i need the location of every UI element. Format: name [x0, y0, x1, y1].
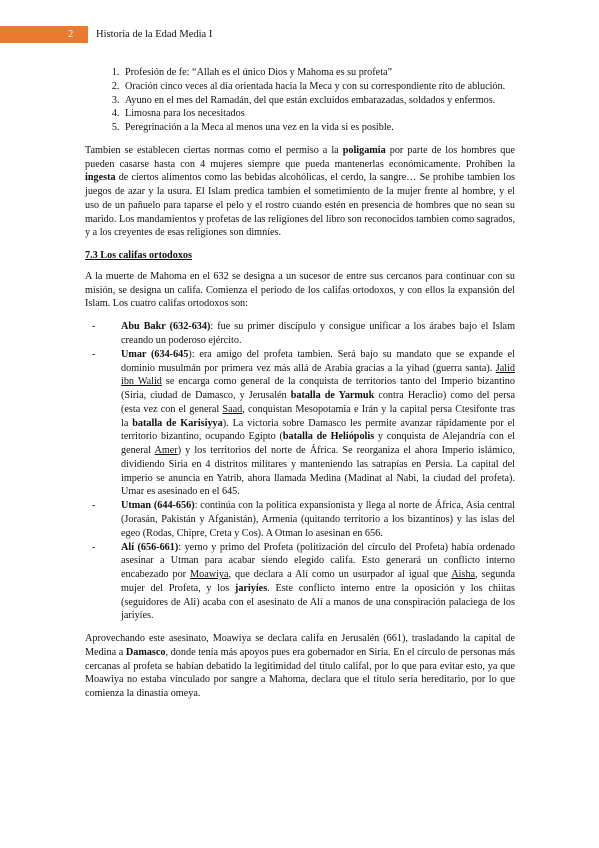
list-item-utman: - Utman (644-656): continúa con la política expansionista y llega al norte de África, Asia central (Jorasán, Pakistán y Afganistán), Armenia (quitando territorio a los bizantinos) y las islas del egeo (Rodas, Chipre, Creta y Cos). A Otman lo asesinan en 656. — [92, 500, 515, 539]
page-number: 2 — [68, 29, 74, 40]
list-item: 1. Profesión de fe: “Allah es el único Dios y Mahoma es su profeta” — [122, 66, 515, 80]
header-accent-bar — [0, 26, 88, 43]
list-item-umar: - Umar (634-645): era amigo del profeta tambien. Será bajo su mandato que se expande el dominio musulmán por primera vez más allá de Arabia gracias a la yihad (guerra santa). Jalid ibn Walid se encarga como general de la conquista de territorios tanto del Imperio bizantino (Siria, ciudad de Damasco, y Jerusalén batalla de Yarmuk contra Heraclio) como del persa (esta vez con el general Saad, conquistan Mesopotamia e Irán y la capital persa Ctesifonte tras la batalla de Karisiyya). La victoria sobre Damasco les permite avanzar rápidamente por el territorio bizantino, ocupando Egipto (batalla de Heliópolis y conquista de Alejandría con el general Amer) y los territorios del norte de África. Se reorganiza el ahora Imperio islámico, dividiendo Siria en 4 distritos militares y manteniendo las satrapías en Persia. La capital del imperio se anuncia en Yatrib, ahora llamada Medina (Madinat al Nabi, la ciudad del profeta). Umar es asesinado en el 645. — [92, 348, 516, 498]
list-dash: - — [92, 500, 96, 512]
list-dash: - — [92, 348, 96, 360]
list-item: 3. Ayuno en el mes del Ramadán, del que están excluidos embarazadas, soldados y enfermos. — [122, 94, 515, 108]
page-body — [85, 66, 515, 710]
section-heading: 7.3 Los califas ortodoxos — [85, 250, 192, 262]
moawiya-paragraph: Aprovechando este asesinato, Moawiya se declara califa en Jerusalén (661), trasladando la capital de Medina a Damasco, donde tenía más apoyos pues era gobernador en Siria. En el círculo de personas más cercanas al profeta se habían debatido la legitimidad del título califal, por lo que para evitar esto, ya que Moawiya no estaba vinculado por sangre a Mahoma, declara que el título sería hereditario, por lo que comienza la dinastía omeya. — [85, 633, 515, 700]
list-item: 5. Peregrinación a la Meca al menos una vez en la vida si es posible. — [122, 121, 515, 135]
list-dash: - — [92, 321, 96, 333]
list-item: 2. Oración cinco veces al día orientada hacia la Meca y con su correspondiente rito de ablución. — [122, 80, 515, 94]
pillars-of-islam-list — [85, 66, 515, 135]
list-item: 4. Limosna para los necesitados — [122, 107, 515, 121]
list-item-abu-bakr: - Abu Bakr (632-634): fue su primer discípulo y consigue unificar a los árabes bajo el Islam creando un poderoso ejército. — [92, 321, 515, 347]
caliphs-list — [85, 320, 515, 623]
running-title: Historia de la Edad Media I — [96, 29, 213, 40]
list-dash: - — [92, 541, 96, 553]
section-intro: A la muerte de Mahoma en el 632 se designa a un sucesor de entre sus cercanos para continuar con su misión, se designa un califa. Comienza el periodo de los califas ortodoxos, y con ellos la expansión del Islam. Los cuatro califas ortodoxos son: — [85, 270, 515, 310]
norms-paragraph: Tambien se establecen ciertas normas como el permiso a la poligamia por parte de los hombres que pueden casarse hasta con 4 mujeres siempre que pueda mantenerlas económicamente. Prohíben la ingesta de ciertos alimentos como las bebidas alcohólicas, el cerdo, la sangre… Se prohíbe tambien los juegos de azar y la usura. El Islam predica tambien el sometimiento de la mujer frente al hombre, y el uso de un pañuelo para taparse el pelo y el rostro cuando estén en presencia de hombres que no sean su marido. Los mandamientos y profetas de las religiones del libro son reconocidos tambien como sagrados, y a los creyentes de esas religiones son dimníes. — [85, 144, 515, 239]
list-item-ali: - Alí (656-661): yerno y primo del Profeta (politización del círculo del Profeta) había ordenado asesinar a Utman para acabar siendo elegido califa. Esto generará un conflicto interno encabezado por Moawiya, que declara a Alí como un usurpador al igual que Aisha, segunda mujer del Profeta, y los jariyíes. Este conflicto interno entre la oposición y los chiitas (seguidores de Ali) acaba con el asesinato de Alí a manos de una conspiración palaciega de los jariyíes. — [92, 541, 515, 622]
